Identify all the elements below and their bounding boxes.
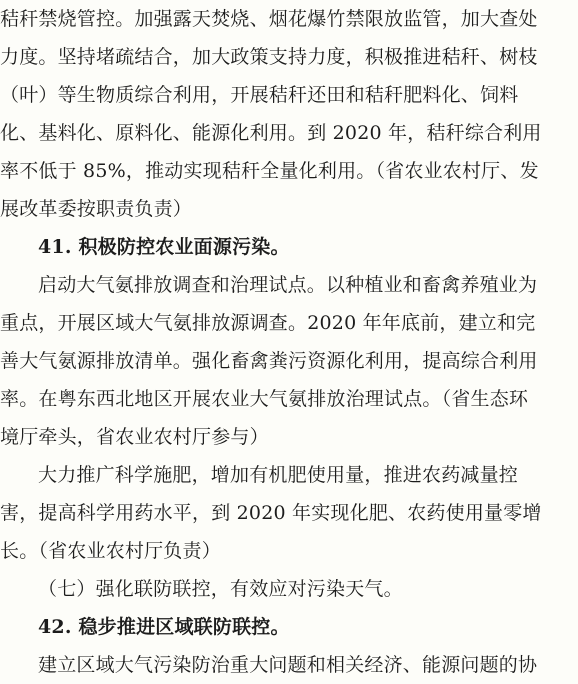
subsection-heading-7: （七）强化联防联控，有效应对污染天气。 [38, 578, 403, 600]
text-line-14: 害，提高科学用药水平，到 2020 年实现化肥、农药使用量零增 [0, 502, 542, 524]
text-line-13: 大力推广科学施肥，增加有机肥使用量，推进农药减量控 [38, 464, 519, 486]
text-line-2: 力度。坚持堵疏结合，加大政策支持力度，积极推进秸秆、树枝 [0, 46, 538, 68]
text-line-15: 长。（省农业农村厅负责） [0, 540, 221, 562]
text-line-8: 启动大气氨排放调查和治理试点。以种植业和畜禽养殖业为 [38, 274, 538, 296]
text-line-4: 化、基料化、原料化、能源化利用。到 2020 年，秸秆综合利用 [0, 122, 542, 144]
text-line-5: 率不低于 85%，推动实现秸秆全量化利用。（省农业农村厅、发 [0, 160, 539, 182]
text-line-3: （叶）等生物质综合利用，开展秸秆还田和秸秆肥料化、饲料 [0, 84, 519, 106]
text-line-12: 境厅牵头，省农业农村厅参与） [0, 426, 269, 448]
section-heading-42: 42. 稳步推进区域联防联控。 [38, 616, 290, 638]
text-line-18: 建立区域大气污染防治重大问题和相关经济、能源问题的协 [38, 654, 538, 676]
text-line-11: 率。在粤东西北地区开展农业大气氨排放治理试点。（省生态环 [0, 388, 529, 410]
text-line-9: 重点，开展区域大气氨排放源调查。2020 年年底前，建立和完 [0, 312, 536, 334]
section-heading-41: 41. 积极防控农业面源污染。 [38, 236, 290, 258]
text-line-1: 秸秆禁烧管控。加强露天焚烧、烟花爆竹禁限放监管，加大查处 [0, 8, 538, 30]
text-line-10: 善大气氨源排放清单。强化畜禽粪污资源化利用，提高综合利用 [0, 350, 538, 372]
text-line-6: 展改革委按职责负责） [0, 198, 193, 220]
